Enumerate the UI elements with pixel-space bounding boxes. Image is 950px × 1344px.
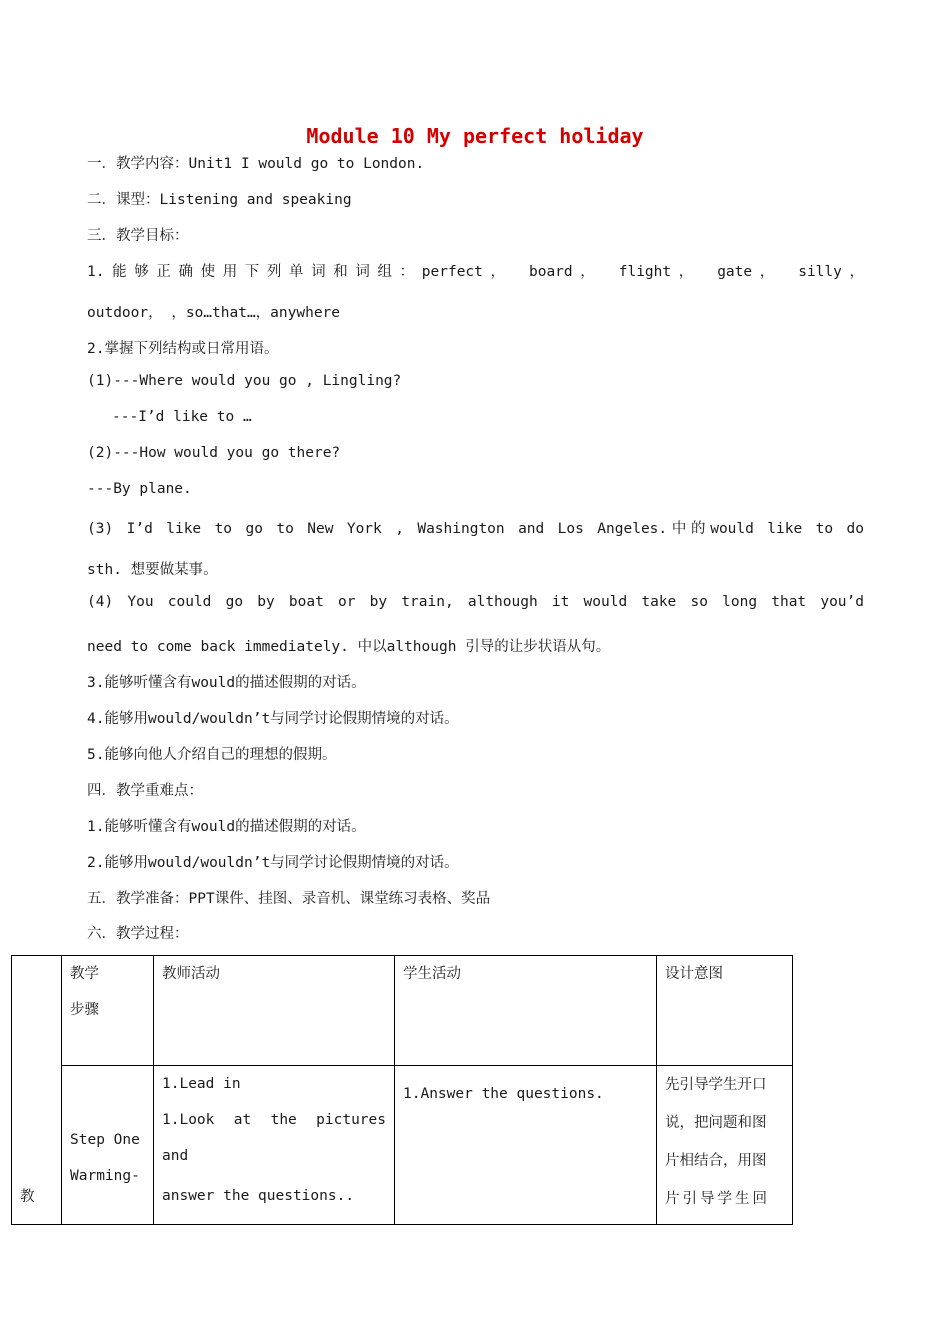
teacher-activity-line2: 1.Look at the pictures and xyxy=(162,1112,386,1164)
design-intent-line4: 片引导学生回 xyxy=(665,1191,770,1207)
structure-3-line1: (3) I’d like to go to New York , Washington and Los Angeles.中的would like to do xyxy=(87,521,864,537)
goal-4: 4.能够用would/wouldn’t与同学讨论假期情境的对话。 xyxy=(87,711,459,727)
page-title: Module 10 My perfect holiday xyxy=(306,124,644,148)
teacher-activity-line3: answer the questions.. xyxy=(162,1188,355,1204)
structure-3-line2: sth. 想要做某事。 xyxy=(87,562,218,578)
header-teacher: 教师活动 xyxy=(162,966,220,982)
dialogue-1-question: (1)---Where would you go , Lingling? xyxy=(87,373,402,389)
header-student: 学生活动 xyxy=(403,966,461,982)
lesson-type: 二．课型：Listening and speaking xyxy=(87,192,352,208)
key-point-1: 1.能够听懂含有would的描述假期的对话。 xyxy=(87,819,366,835)
teacher-activity-line1: 1.Lead in xyxy=(162,1076,241,1092)
design-intent-line3: 片相结合，用图 xyxy=(665,1153,767,1169)
dialogue-2-answer: ---By plane. xyxy=(87,481,192,497)
student-activity: 1.Answer the questions. xyxy=(403,1086,604,1102)
step-name-line1: Step One xyxy=(70,1132,140,1148)
header-intent-cell xyxy=(657,956,793,1066)
teaching-content: 一．教学内容：Unit1 I would go to London. xyxy=(87,156,425,172)
header-intent: 设计意图 xyxy=(665,966,723,982)
header-step-cell xyxy=(62,956,154,1066)
side-label-cell xyxy=(12,956,62,1225)
student-activity-cell xyxy=(395,1066,657,1225)
header-step-line2: 步骤 xyxy=(70,1002,99,1018)
teaching-preparation: 五．教学准备：PPT课件、挂图、录音机、课堂练习表格、奖品 xyxy=(87,891,491,907)
teacher-activity-cell xyxy=(154,1066,395,1225)
structure-4-line2: need to come back immediately. 中以although 引导的让步状语从句。 xyxy=(87,639,611,655)
header-step-line1: 教学 xyxy=(70,966,99,982)
header-student-cell xyxy=(395,956,657,1066)
goal-1-line2: outdoor， ，so…that…，anywhere xyxy=(87,305,341,321)
header-teacher-cell xyxy=(154,956,395,1066)
step-name-line2: Warming- xyxy=(70,1168,140,1184)
teaching-process-table xyxy=(11,955,793,1225)
design-intent-line1: 先引导学生开口 xyxy=(665,1077,767,1093)
step-cell xyxy=(62,1066,154,1225)
key-point-2: 2.能够用would/wouldn’t与同学讨论假期情境的对话。 xyxy=(87,855,459,871)
goal-5: 5.能够向他人介绍自己的理想的假期。 xyxy=(87,747,337,763)
section-heading-process: 六．教学过程： xyxy=(87,926,189,942)
design-intent-line2: 说，把问题和图 xyxy=(665,1115,767,1131)
structure-4-line1: (4) You could go by boat or by train, although it would take so long that you’d xyxy=(87,594,864,610)
design-intent-cell xyxy=(657,1066,793,1225)
dialogue-2-question: (2)---How would you go there? xyxy=(87,445,341,461)
section-heading-goals: 三．教学目标： xyxy=(87,228,189,244)
side-label: 教 xyxy=(20,1189,35,1205)
goal-3: 3.能够听懂含有would的描述假期的对话。 xyxy=(87,675,366,691)
section-heading-key-points: 四．教学重难点： xyxy=(87,783,203,799)
goal-2: 2.掌握下列结构或日常用语。 xyxy=(87,341,279,357)
dialogue-1-answer: ---I’d like to … xyxy=(112,409,252,425)
goal-1-line1: 1.能够正确使用下列单词和词组：perfect， board， flight， gate， silly， xyxy=(87,264,864,280)
